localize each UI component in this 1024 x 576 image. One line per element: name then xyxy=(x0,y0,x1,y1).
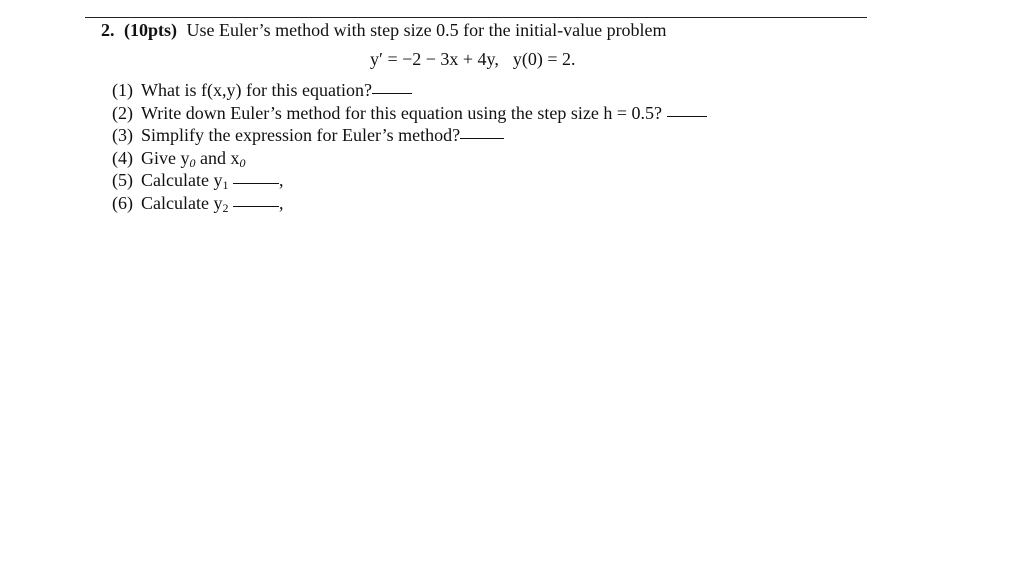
problem-header xyxy=(101,19,667,41)
answer-blank[interactable] xyxy=(667,115,707,117)
ode-equation xyxy=(370,48,576,70)
question-number: (1) xyxy=(112,80,133,100)
subscript: 0 xyxy=(189,155,196,170)
question-text: What is f(x,y) for this equation? xyxy=(141,80,372,100)
question-item xyxy=(112,79,707,102)
question-text: Give y xyxy=(141,147,190,168)
question-item xyxy=(112,124,707,147)
initial-condition: y(0) = 2. xyxy=(512,49,576,69)
question-item xyxy=(112,102,707,125)
problem-statement: Use Euler’s method with step size 0.5 for the initial-value problem xyxy=(186,20,667,40)
subscript: 2 xyxy=(222,200,229,215)
question-text: Write down Euler’s method for this equation using the step size h = 0.5? xyxy=(141,102,662,123)
answer-blank[interactable] xyxy=(233,205,279,207)
question-number: (5) xyxy=(112,170,133,191)
ode-expression: y′ = −2 − 3x + 4y, xyxy=(370,49,499,69)
question-item xyxy=(112,169,707,192)
question-text: Calculate y xyxy=(141,192,223,213)
question-list xyxy=(112,79,707,215)
trailing-comma: , xyxy=(278,170,284,191)
problem-number: 2. xyxy=(101,20,115,40)
problem-points: (10pts) xyxy=(124,20,177,40)
question-item xyxy=(112,147,707,170)
question-item xyxy=(112,192,707,215)
subscript: 1 xyxy=(222,178,229,193)
top-divider xyxy=(85,17,867,18)
question-number: (4) xyxy=(112,147,133,168)
question-number: (2) xyxy=(112,102,133,123)
trailing-comma: , xyxy=(278,192,284,213)
question-number: (3) xyxy=(112,125,133,146)
question-text: Calculate y xyxy=(141,170,223,191)
subscript: 0 xyxy=(239,155,246,170)
question-text: Simplify the expression for Euler’s method? xyxy=(141,125,461,146)
answer-blank[interactable] xyxy=(460,137,504,139)
question-number: (6) xyxy=(112,192,133,213)
question-text: and x xyxy=(195,147,240,168)
answer-blank[interactable] xyxy=(233,182,279,184)
answer-blank[interactable] xyxy=(372,92,412,94)
